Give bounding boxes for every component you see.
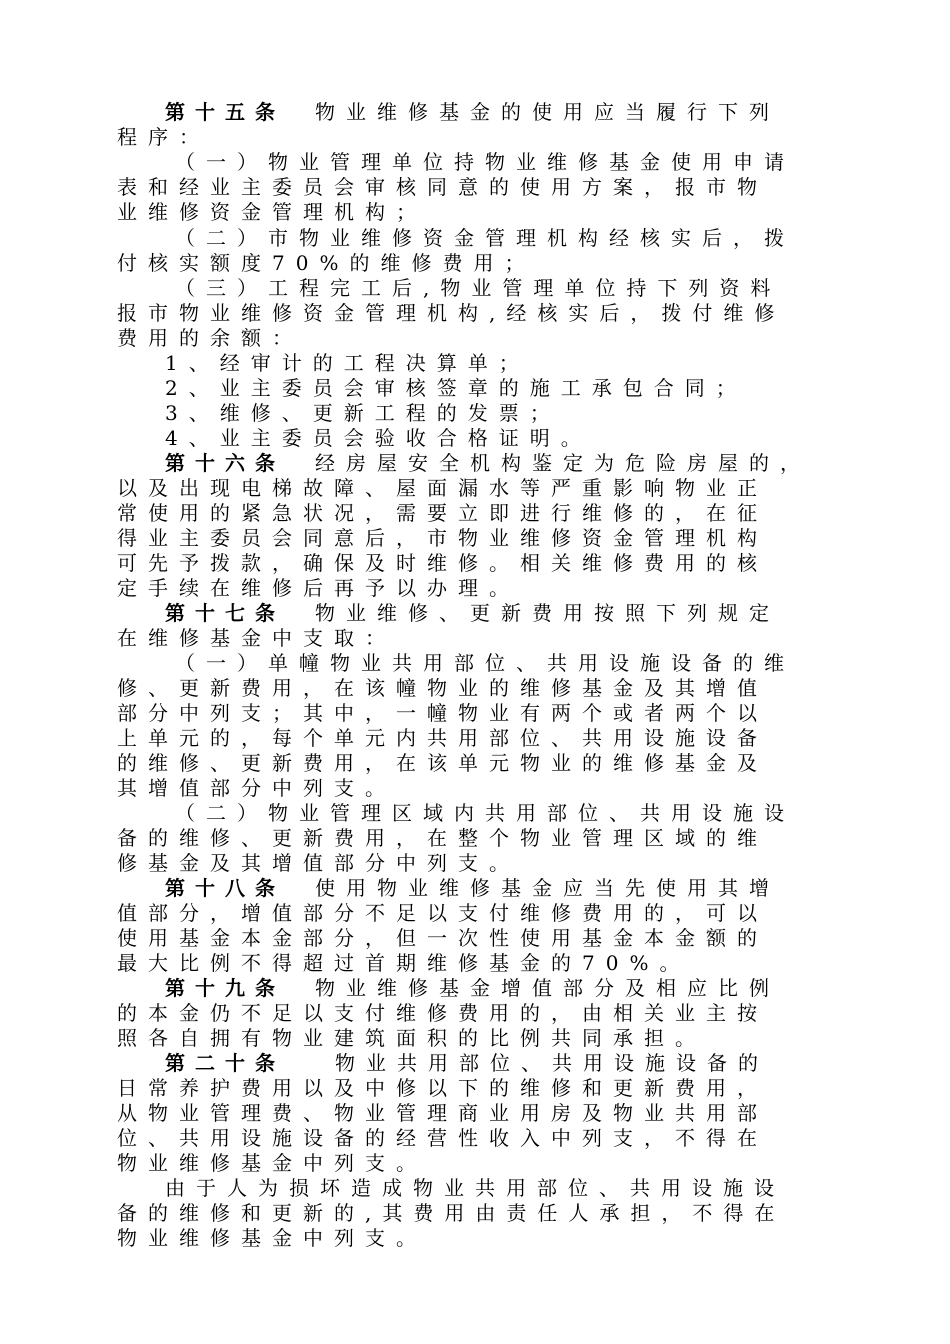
text-line: 付核实额度70%的维修费用； — [117, 251, 536, 275]
article-text: 物业维修基金的使用应当履行下列 — [315, 100, 780, 124]
text-line: 的维修、更新费用，在该单元物业的维修基金及 — [117, 751, 768, 775]
text-line: 从物业管理费、物业管理商业用房及物业共用部 — [117, 1101, 768, 1125]
text-line: 业维修资金管理机构； — [117, 200, 427, 224]
list-item: 3、维修、更新工程的发票； — [165, 401, 561, 425]
text-line: 修、更新费用，在该幢物业的维修基金及其增值 — [117, 676, 768, 700]
article-heading: 第十八条 — [165, 876, 285, 900]
text-line: 表和经业主委员会审核同意的使用方案，报市物 — [117, 175, 768, 199]
article-18-line — [165, 876, 780, 900]
article-text: 物业维修基金增值部分及相应比例 — [315, 976, 780, 1000]
list-item: 4、业主委员会验收合格证明。 — [165, 426, 592, 450]
text-line: 定手续在维修后再予以办理。 — [117, 576, 520, 600]
text-line: 部分中列支；其中，一幢物业有两个或者两个以 — [117, 701, 768, 725]
article-20-line — [165, 1051, 769, 1075]
text-line: 在维修基金中支取： — [117, 626, 396, 650]
text-line: 程序： — [117, 125, 210, 149]
article-19-line — [165, 976, 780, 1000]
article-text: 物业共用部位、共用设施设备的 — [335, 1051, 769, 1075]
article-17-line — [165, 601, 780, 625]
text-line: 使用基金本金部分，但一次性使用基金本金额的 — [117, 926, 768, 950]
text-line: 可先予拨款，确保及时维修。相关维修费用的核 — [117, 551, 768, 575]
text-line: 日常养护费用以及中修以下的维修和更新费用， — [117, 1076, 768, 1100]
text-line: 报市物业维修资金管理机构,经核实后，拨付维修 — [117, 301, 786, 325]
text-line: 得业主委员会同意后，市物业维修资金管理机构 — [117, 526, 768, 550]
text-line: 常使用的紧急状况，需要立即进行维修的，在征 — [117, 501, 768, 525]
article-heading: 第十七条 — [165, 601, 285, 625]
article-heading: 第十五条 — [165, 100, 285, 124]
text-line: 上单元的，每个单元内共用部位、共用设施设备 — [117, 726, 768, 750]
text-line: 由于人为损坏造成物业共用部位、共用设施设 — [165, 1176, 785, 1200]
article-text: 物业维修、更新费用按照下列规定 — [315, 601, 780, 625]
text-line: 物业维修基金中列支。 — [117, 1151, 427, 1175]
article-heading: 第十六条 — [165, 451, 285, 475]
text-line: （一）单幢物业共用部位、共用设施设备的维 — [175, 651, 795, 675]
text-line: 修基金及其增值部分中列支。 — [117, 851, 520, 875]
article-15-line — [165, 100, 780, 124]
text-line: 其增值部分中列支。 — [117, 776, 396, 800]
list-item: 1、经审计的工程决算单； — [165, 351, 530, 375]
article-heading: 第二十条 — [165, 1051, 285, 1075]
text-line: 备的维修和更新的,其费用由责任人承担，不得在 — [117, 1201, 786, 1225]
text-line: （一）物业管理单位持物业维修基金使用申请 — [175, 150, 795, 174]
text-line: （二）市物业维修资金管理机构经核实后，拨 — [175, 226, 795, 250]
text-line: 值部分，增值部分不足以支付维修费用的，可以 — [117, 901, 768, 925]
text-line: 位、共用设施设备的经营性收入中列支，不得在 — [117, 1126, 768, 1150]
text-line: 物业维修基金中列支。 — [117, 1226, 427, 1250]
article-text: 经房屋安全机构鉴定为危险房屋的， — [315, 451, 811, 475]
text-line: 备的维修、更新费用，在整个物业管理区域的维 — [117, 826, 768, 850]
article-16-line — [165, 451, 811, 475]
text-line: 最大比例不得超过首期维修基金的70%。 — [117, 951, 691, 975]
article-heading: 第十九条 — [165, 976, 285, 1000]
text-line: 的本金仍不足以支付维修费用的，由相关业主按 — [117, 1001, 768, 1025]
text-line: 照各自拥有物业建筑面积的比例共同承担。 — [117, 1026, 706, 1050]
article-text: 使用物业维修基金应当先使用其增 — [315, 876, 780, 900]
text-line: （三）工程完工后,物业管理单位持下列资料 — [175, 276, 782, 300]
text-line: 以及出现电梯故障、屋面漏水等严重影响物业正 — [117, 476, 768, 500]
text-line: 费用的余额： — [117, 326, 303, 350]
text-line: （二）物业管理区域内共用部位、共用设施设 — [175, 801, 795, 825]
list-item: 2、业主委员会审核签章的施工承包合同； — [165, 376, 747, 400]
